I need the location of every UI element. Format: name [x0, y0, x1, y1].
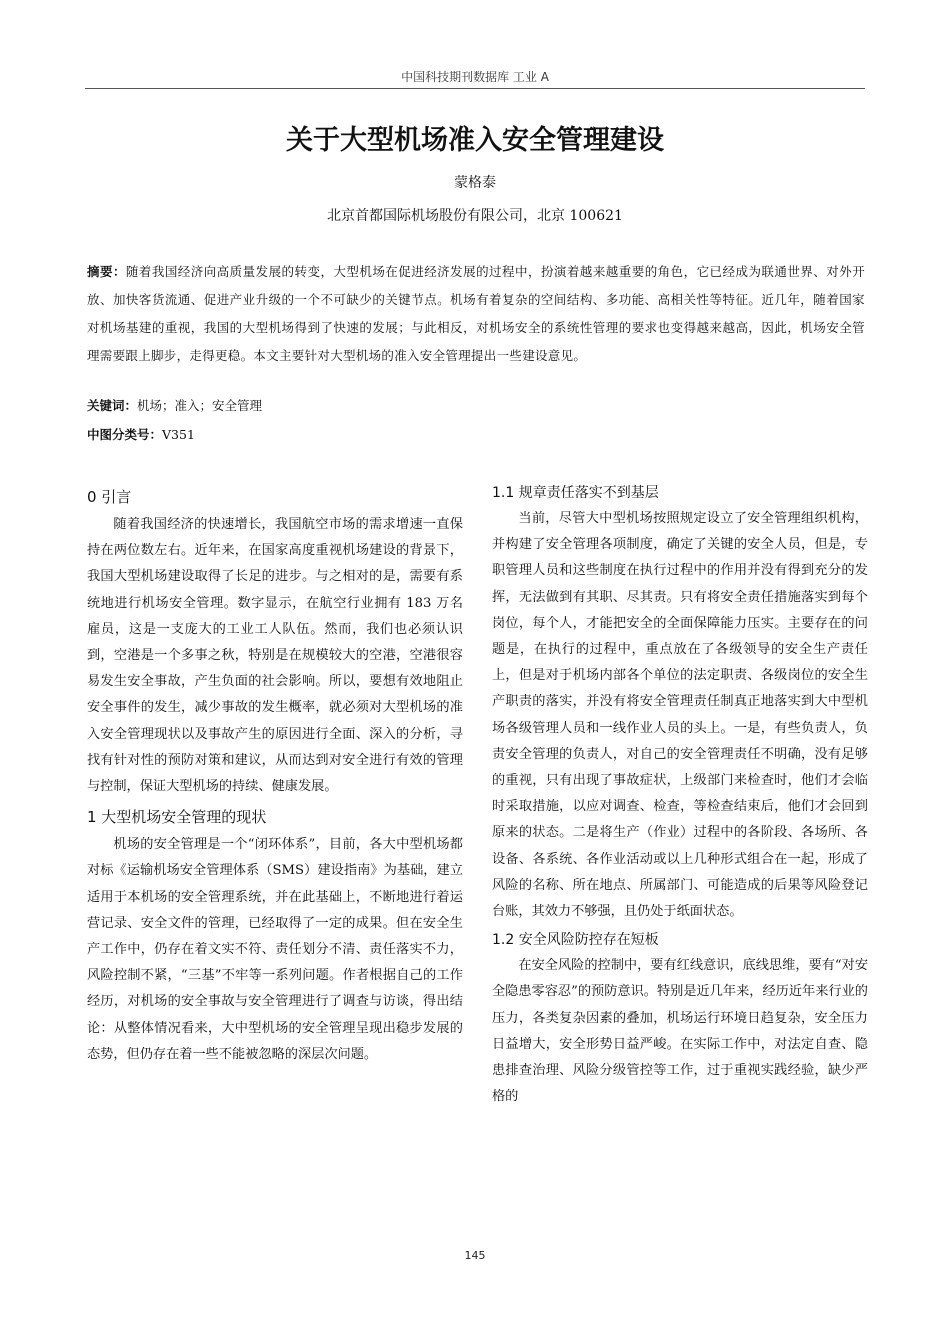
section-1-heading: 1 大型机场安全管理的现状 — [87, 808, 267, 827]
section-0-heading: 0 引言 — [87, 488, 132, 506]
section-1-2-paragraph: 在安全风险的控制中，要有红线意识，底线思维，要有“对安全隐患零容忍”的预防意识。特别是近几年来，经历近年来行业的压力，各类复杂因素的叠加，机场运行环境日趋复杂，安全压力日益增大，安全形势日益严峻。在实际工作中，对法定自查、隐患排查治理、风险分级管控等工作，过于重视实践经验，缺少严格的 — [492, 958, 869, 1105]
author-name: 蒙格泰 — [454, 175, 496, 191]
section-1-1-paragraph: 当前，尽管大中型机场按照规定设立了安全管理组织机构，并构建了安全管理各项制度，确定了关键的安全人员，但是，专职管理人员和这些制度在执行过程中的作用并没有得到充分的发挥，无法做到有其职、尽其责。只有将安全责任措施落实到每个岗位，每个人，才能把安全的全面保障能力压实。主要存在的问题是，在执行的过程中，重点放在了各级领导的安全生产责任上，但是对于机场内部各个单位的法定职责、各级岗位的安全生产职责的落实，并没有将安全管理责任制真正地落实到大中型机场各级管理人员和一线作业人员的头上。一是，有些负责人，负责安全管理的负责人，对自己的安全管理责任不明确，没有足够的重视，只有出现了事故症状，上级部门来检查时，他们才会临时采取措施，以应对调查、检查，等检查结束后，他们才会回到原来的状态。二是将生产（作业）过程中的各阶段、各场所、各设备、各系统、各作业活动或以上几种形式组合在一起，形成了风险的名称、所在地点、所属部门、可能造成的后果等风险登记台账，其效力不够强，且仍处于纸面状态。 — [492, 511, 868, 920]
paper-title: 关于大型机场准入安全管理建设 — [286, 125, 664, 156]
section-1-1-heading: 1.1 规章责任落实不到基层 — [492, 485, 659, 501]
page-number: 145 — [464, 1249, 486, 1262]
keywords-text: 机场；准入；安全管理 — [137, 398, 263, 413]
journal-header: 中国科技期刊数据库 工业 A — [401, 70, 549, 84]
abstract-block — [87, 258, 865, 370]
classification-label: 中图分类号： — [87, 427, 163, 442]
section-1-2-heading: 1.2 安全风险防控存在短板 — [492, 932, 659, 949]
abstract-label: 摘要： — [87, 264, 126, 279]
author-affiliation: 北京首都国际机场股份有限公司，北京 100621 — [327, 208, 623, 224]
left-column — [87, 482, 463, 1068]
keywords-line — [87, 393, 262, 419]
classification-text: V351 — [162, 427, 195, 442]
header-divider — [85, 88, 865, 89]
right-column — [492, 480, 868, 1110]
keywords-label: 关键词： — [87, 398, 138, 413]
abstract-text: 随着我国经济向高质量发展的转变，大型机场在促进经济发展的过程中，扮演着越来越重要的角色，它已经成为联通世界、对外开放、加快客货流通、促进产业升级的一个不可缺少的关键节点。机场有着复杂的空间结构、多功能、高相关性等特征。近几年，随着国家对机场基建的重视，我国的大型机场得到了快速的发展；与此相反，对机场安全的系统性管理的要求也变得越来越高，因此，机场安全管理需要跟上脚步，走得更稳。本文主要针对大型机场的准入安全管理提出一些建设意见。 — [87, 264, 866, 363]
section-1-paragraph: 机场的安全管理是一个“闭环体系”，目前，各大中型机场都对标《运输机场安全管理体系（SMS）建设指南》为基础，建立适用于本机场的安全管理系统，并在此基础上，不断地进行着运营记录、安全文件的管理，已经取得了一定的成果。但在安全生产工作中，仍存在着文实不符、责任划分不清、责任落实不力，风险控制不紧，“三基”不牢等一系列问题。作者根据自己的工作经历，对机场的安全事故与安全管理进行了调查与访谈，得出结论：从整体情况看来，大中型机场的安全管理呈现出稳步发展的态势，但仍存在着一些不能被忽略的深层次问题。 — [87, 837, 463, 1062]
section-0-paragraph: 随着我国经济的快速增长，我国航空市场的需求增速一直保持在两位数左右。近年来，在国家高度重视机场建设的背景下，我国大型机场建设取得了长足的进步。与之相对的是，需要有系统地进行机场安全管理。数字显示，在航空行业拥有 183 万名雇员，这是一支庞大的工业工人队伍。然而，我们也必须认识到，空港是一个多事之秋，特别是在规模较大的空港，空港很容易发生安全事故，产生负面的社会影响。所以，要想有效地阻止安全事件的发生，减少事故的发生概率，就必须对大型机场的准入安全管理现状以及事故产生的原因进行全面、深入的分析，寻找有针对性的预防对策和建议，从而达到对安全进行有效的管理与控制，保证大型机场的持续、健康发展。 — [87, 517, 463, 795]
classification-line — [87, 422, 195, 448]
